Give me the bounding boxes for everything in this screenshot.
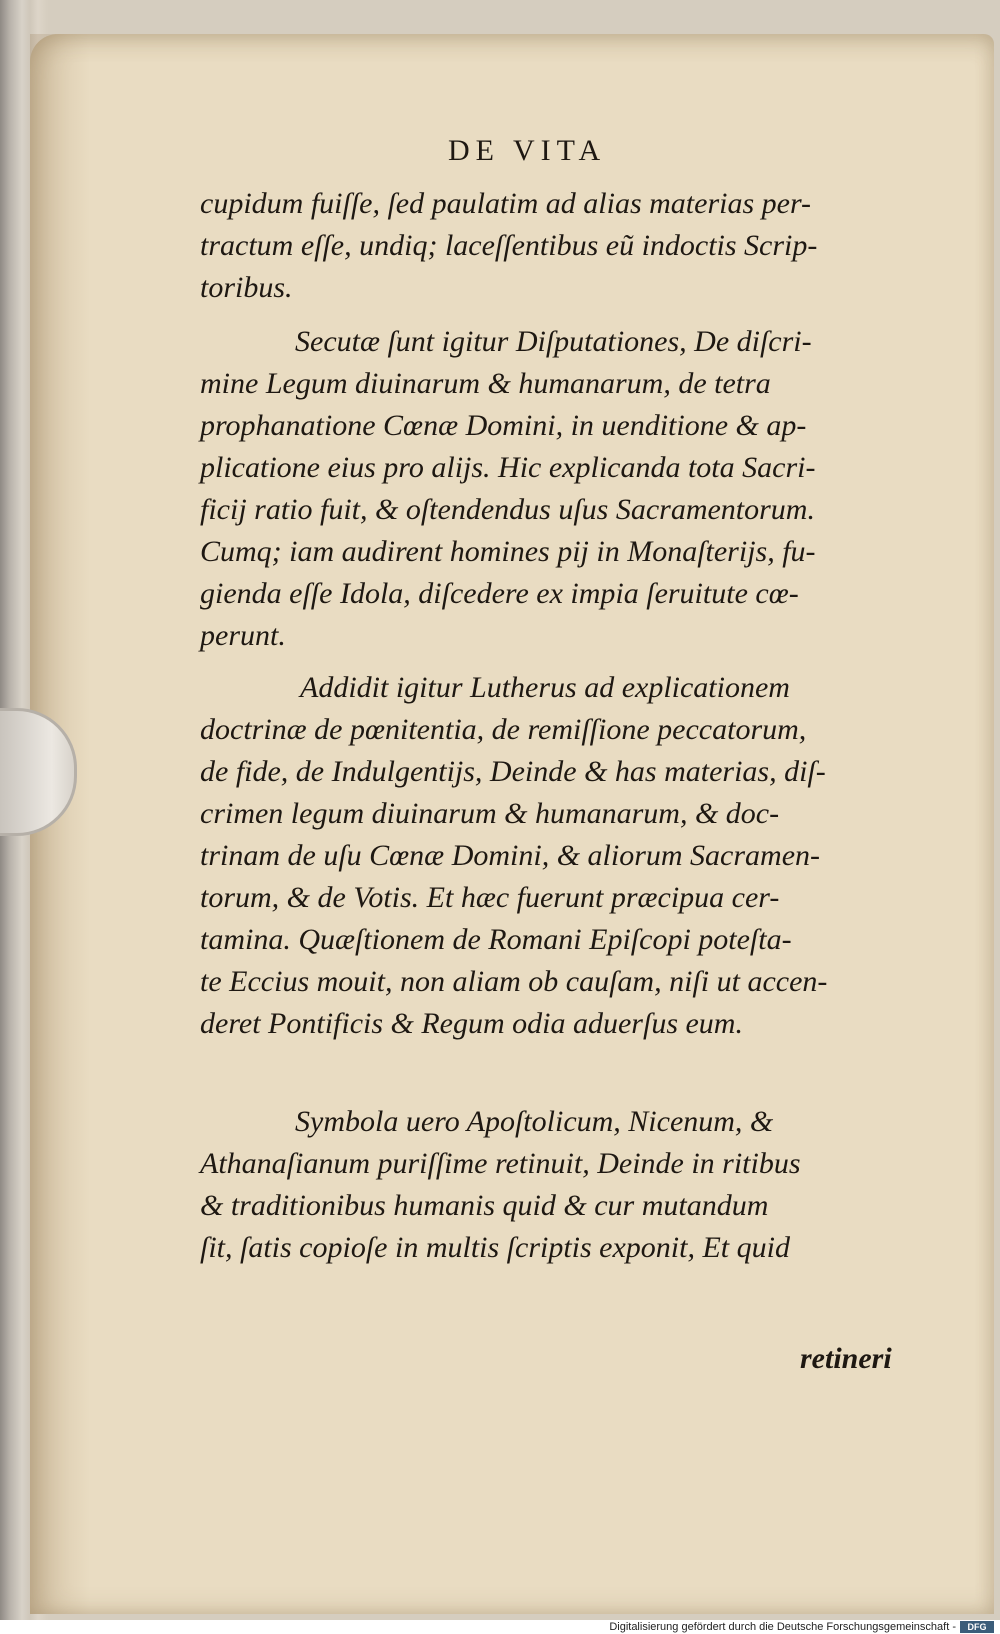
text-line: ſit, ſatis copioſe in multis ſcriptis exponit, Et quid [200, 1231, 790, 1264]
text-line: gienda eſſe Idola, diſcedere ex impia ſeruitute cœ- [200, 577, 799, 610]
text-line: toribus. [200, 271, 293, 304]
text-line: Secutæ ſunt igitur Diſputationes, De diſcri- [295, 325, 812, 358]
text-line: & traditionibus humanis quid & cur mutandum [200, 1189, 769, 1222]
text-line: te Eccius mouit, non aliam ob cauſam, niſi ut accen- [200, 965, 828, 998]
text-line: cupidum fuiſſe, ſed paulatim ad alias materias per- [200, 187, 812, 220]
text-line: Cumq; iam audirent homines pij in Monaſterijs, fu- [200, 535, 816, 568]
text-line: prophanatione Cœnæ Domini, in uenditione & ap- [200, 409, 807, 442]
text-line: de fide, de Indulgentijs, Deinde & has materias, diſ- [200, 755, 826, 788]
text-line: deret Pontificis & Regum odia aduerſus eum. [200, 1007, 743, 1040]
text-line: tractum eſſe, undiq; laceſſentibus eũ indoctis Scrip- [200, 229, 818, 262]
text-line: crimen legum diuinarum & humanarum, & doc- [200, 797, 780, 830]
dfg-logo: DFG [960, 1621, 994, 1633]
text-line: plicatione eius pro alijs. Hic explicanda tota Sacri- [200, 451, 816, 484]
text-line: perunt. [200, 619, 286, 652]
text-line: tamina. Quæſtionem de Romani Epiſcopi poteſta- [200, 923, 792, 956]
text-line: trinam de uſu Cœnæ Domini, & aliorum Sacramen- [200, 839, 820, 872]
text-line: Symbola uero Apoſtolicum, Nicenum, & [295, 1105, 774, 1138]
text-line: doctrinæ de pœnitentia, de remiſſione peccatorum, [200, 713, 807, 746]
footer-credit: Digitalisierung gefördert durch die Deutsche Forschungsgemeinschaft - [609, 1621, 956, 1633]
text-line: mine Legum diuinarum & humanarum, de tetra [200, 367, 771, 400]
text-line: ficij ratio fuit, & oſtendendus uſus Sacramentorum. [200, 493, 815, 526]
text-line: Addidit igitur Lutherus ad explicationem [300, 671, 790, 704]
catchword: retineri [800, 1342, 892, 1375]
text-line: torum, & de Votis. Et hæc fuerunt præcipua cer- [200, 881, 780, 914]
running-head: DE VITA [448, 134, 607, 167]
text-line: Athanaſianum puriſſime retinuit, Deinde in ritibus [200, 1147, 801, 1180]
